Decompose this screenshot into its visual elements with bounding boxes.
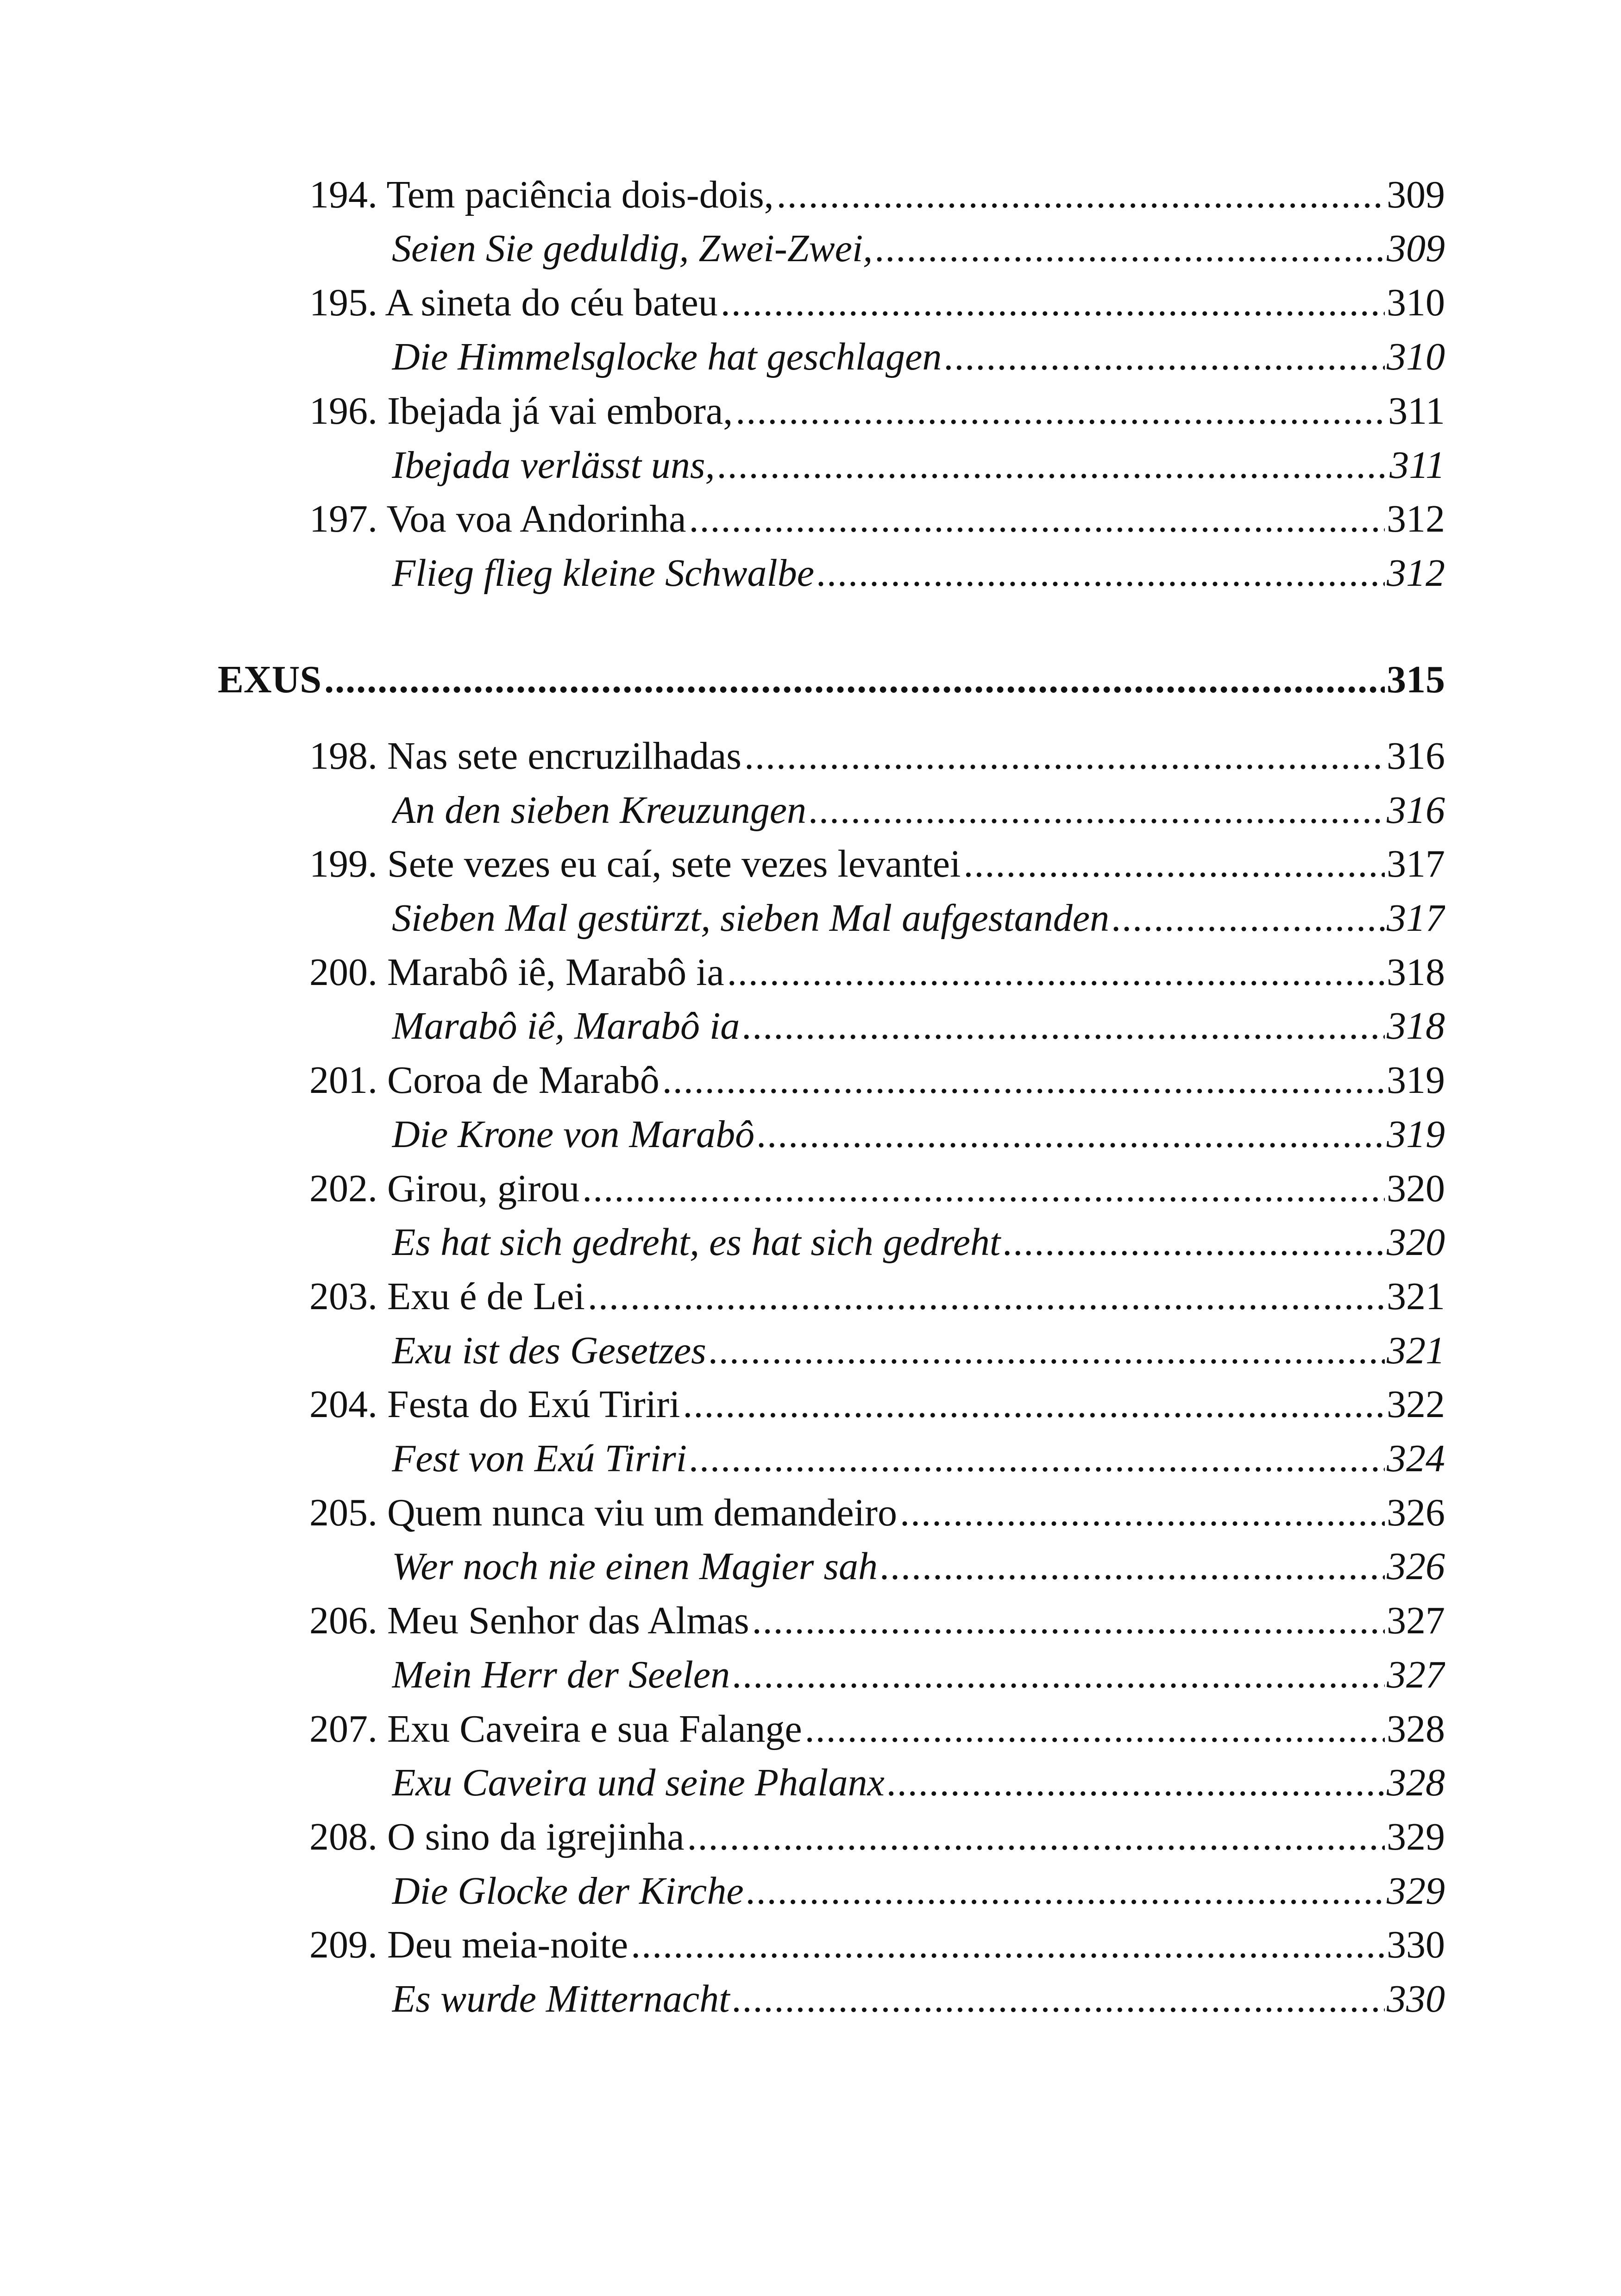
toc-entry-title: An den sieben Kreuzungen (392, 789, 807, 832)
toc-entry-translation (392, 1320, 1445, 1374)
section-title: EXUS (218, 658, 322, 701)
toc-entry-title: Exu Caveira und seine Phalanx (392, 1761, 885, 1804)
toc-entry-translation (392, 1969, 1445, 2022)
toc-entry-translation (392, 1428, 1445, 1482)
dot-leader (887, 1760, 1385, 1806)
dot-leader (683, 1381, 1385, 1428)
toc-entry-translation (392, 435, 1445, 489)
toc-entry (309, 1050, 1445, 1104)
toc-entry-translation (392, 218, 1445, 272)
dot-leader (690, 1436, 1385, 1482)
toc-entry-page: 311 (1389, 444, 1445, 487)
dot-leader (777, 172, 1385, 218)
dot-leader (744, 733, 1385, 779)
toc-entry-title: 209. Deu meia-noite (309, 1923, 628, 1966)
dot-leader (718, 442, 1388, 489)
toc-entry-title: 208. O sino da igrejinha (309, 1815, 685, 1858)
toc-entry (309, 726, 1445, 779)
toc-entry-title: Wer noch nie einen Magier sah (392, 1545, 878, 1588)
toc-entry (309, 1699, 1445, 1752)
dot-leader (805, 1706, 1385, 1752)
dot-leader (721, 280, 1385, 326)
dot-leader (809, 787, 1385, 834)
toc-entry (309, 381, 1445, 434)
toc-entry-title: Es hat sich gedreht, es hat sich gedreht (392, 1221, 1001, 1264)
toc-entry-title: Exu ist des Gesetzes (392, 1329, 706, 1372)
toc-entry (309, 1590, 1445, 1644)
dot-leader (687, 1814, 1385, 1860)
toc-entry-translation (392, 1104, 1445, 1158)
toc-entry-page: 327 (1387, 1653, 1445, 1696)
toc-entry-page: 329 (1387, 1869, 1445, 1913)
toc-entry-translation (392, 543, 1445, 596)
toc-entry-page: 310 (1387, 281, 1445, 324)
dot-leader (324, 657, 1385, 703)
toc-entry-title: 196. Ibejada já vai embora, (309, 389, 733, 433)
toc-entry-page: 310 (1387, 335, 1445, 378)
toc-entry-title: 195. A sineta do céu bateu (309, 281, 718, 324)
toc-entry-translation (392, 1536, 1445, 1590)
toc-entry (309, 272, 1445, 326)
toc-entry-title: Fest von Exú Tiriri (392, 1437, 687, 1480)
toc-entry (309, 834, 1445, 887)
toc-entry-title: 205. Quem nunca viu um demandeiro (309, 1491, 898, 1534)
toc-entry-page: 312 (1387, 497, 1445, 540)
toc-entry (309, 164, 1445, 218)
toc-entry (309, 1266, 1445, 1320)
toc-entry-page: 326 (1387, 1545, 1445, 1588)
toc-entry-title: Sieben Mal gestürzt, sieben Mal aufgestanden (392, 897, 1110, 940)
dot-leader (963, 841, 1385, 887)
toc-entry-page: 329 (1387, 1815, 1445, 1858)
toc-entry-page: 328 (1387, 1761, 1445, 1804)
toc-entry-title: 198. Nas sete encruzilhadas (309, 734, 741, 778)
dot-leader (742, 1003, 1385, 1049)
toc-entry-title: 201. Coroa de Marabô (309, 1059, 660, 1102)
toc-entry-title: Die Krone von Marabô (392, 1113, 755, 1156)
dot-leader (727, 949, 1385, 996)
toc-entry-translation (392, 996, 1445, 1049)
toc-entry-title: 194. Tem paciência dois-dois, (309, 173, 774, 216)
dot-leader (733, 1652, 1385, 1698)
toc-entry-page: 321 (1387, 1275, 1445, 1318)
dot-leader (662, 1057, 1385, 1104)
toc-entry-title: Die Glocke der Kirche (392, 1869, 744, 1913)
toc-entry-page: 318 (1387, 1004, 1445, 1048)
toc-entry-translation (392, 1644, 1445, 1698)
toc-entry-page: 330 (1387, 1977, 1445, 2020)
toc-entry-page: 324 (1387, 1437, 1445, 1480)
toc-entry-title: 200. Marabô iê, Marabô ia (309, 951, 724, 994)
dot-leader (588, 1273, 1385, 1320)
dot-leader (689, 496, 1385, 542)
dot-leader (817, 550, 1385, 596)
toc-entry-page: 320 (1387, 1221, 1445, 1264)
toc-entry-translation (392, 888, 1445, 941)
toc-entry-page: 309 (1387, 227, 1445, 270)
toc-entry-page: 316 (1387, 734, 1445, 778)
dot-leader (631, 1922, 1385, 1968)
toc-entry-title: Die Himmelsglocke hat geschlagen (392, 335, 942, 378)
toc-entry-page: 318 (1387, 951, 1445, 994)
toc-entry-page: 328 (1387, 1707, 1445, 1750)
toc-entry-page: 309 (1387, 173, 1445, 216)
dot-leader (732, 1976, 1385, 2022)
toc-entry-page: 319 (1387, 1113, 1445, 1156)
toc-entry-page: 322 (1387, 1383, 1445, 1426)
dot-leader (875, 226, 1385, 272)
toc-entry-title: 202. Girou, girou (309, 1167, 580, 1210)
toc-entry-title: Marabô iê, Marabô ia (392, 1004, 740, 1048)
toc-entry-translation (392, 1861, 1445, 1914)
toc-entry-page: 320 (1387, 1167, 1445, 1210)
toc-entry-title: 197. Voa voa Andorinha (309, 497, 686, 540)
toc-entry (309, 942, 1445, 996)
dot-leader (735, 388, 1386, 434)
dot-leader (752, 1598, 1385, 1644)
toc-entry-title: Seien Sie geduldig, Zwei-Zwei, (392, 227, 873, 270)
toc-entry-page: 316 (1387, 789, 1445, 832)
dot-leader (757, 1111, 1385, 1158)
toc-entry-translation (392, 1212, 1445, 1266)
toc-entry-title: 204. Festa do Exú Tiriri (309, 1383, 680, 1426)
toc-entry-title: Mein Herr der Seelen (392, 1653, 730, 1696)
toc-entry (309, 1914, 1445, 1968)
dot-leader (1003, 1219, 1385, 1266)
toc-entry-page: 317 (1387, 897, 1445, 940)
toc-entry-translation (392, 326, 1445, 380)
toc-entry-translation (392, 780, 1445, 834)
dot-leader (880, 1543, 1385, 1590)
toc-entry-page: 321 (1387, 1329, 1445, 1372)
toc-entry-title: Flieg flieg kleine Schwalbe (392, 552, 815, 595)
toc-entry-page: 311 (1388, 389, 1445, 433)
dot-leader (900, 1490, 1385, 1536)
toc-entry-title: 199. Sete vezes eu caí, sete vezes levantei (309, 842, 961, 885)
toc-entry-title: 203. Exu é de Lei (309, 1275, 585, 1318)
toc-entry-title: 207. Exu Caveira e sua Falange (309, 1707, 802, 1750)
toc-entry-page: 312 (1387, 552, 1445, 595)
toc-entry-page: 326 (1387, 1491, 1445, 1534)
toc-entry (309, 1374, 1445, 1428)
toc-entry (309, 1482, 1445, 1536)
toc-entry (309, 1158, 1445, 1212)
toc-entry-translation (392, 1752, 1445, 1806)
toc-entry-page: 330 (1387, 1923, 1445, 1966)
section-page: 315 (1387, 658, 1445, 701)
toc-entry-page: 327 (1387, 1599, 1445, 1642)
toc-section-heading (218, 649, 1445, 703)
toc-entry (309, 489, 1445, 542)
toc-entry-title: Es wurde Mitternacht (392, 1977, 730, 2020)
dot-leader (709, 1328, 1385, 1374)
dot-leader (747, 1868, 1385, 1914)
toc-entry-page: 319 (1387, 1059, 1445, 1102)
toc-entry-title: Ibejada verlässt uns, (392, 444, 715, 487)
toc-entry-page: 317 (1387, 842, 1445, 885)
dot-leader (582, 1166, 1385, 1212)
toc-entry (309, 1807, 1445, 1860)
dot-leader (1112, 895, 1385, 941)
dot-leader (944, 334, 1385, 380)
toc-entry-title: 206. Meu Senhor das Almas (309, 1599, 749, 1642)
